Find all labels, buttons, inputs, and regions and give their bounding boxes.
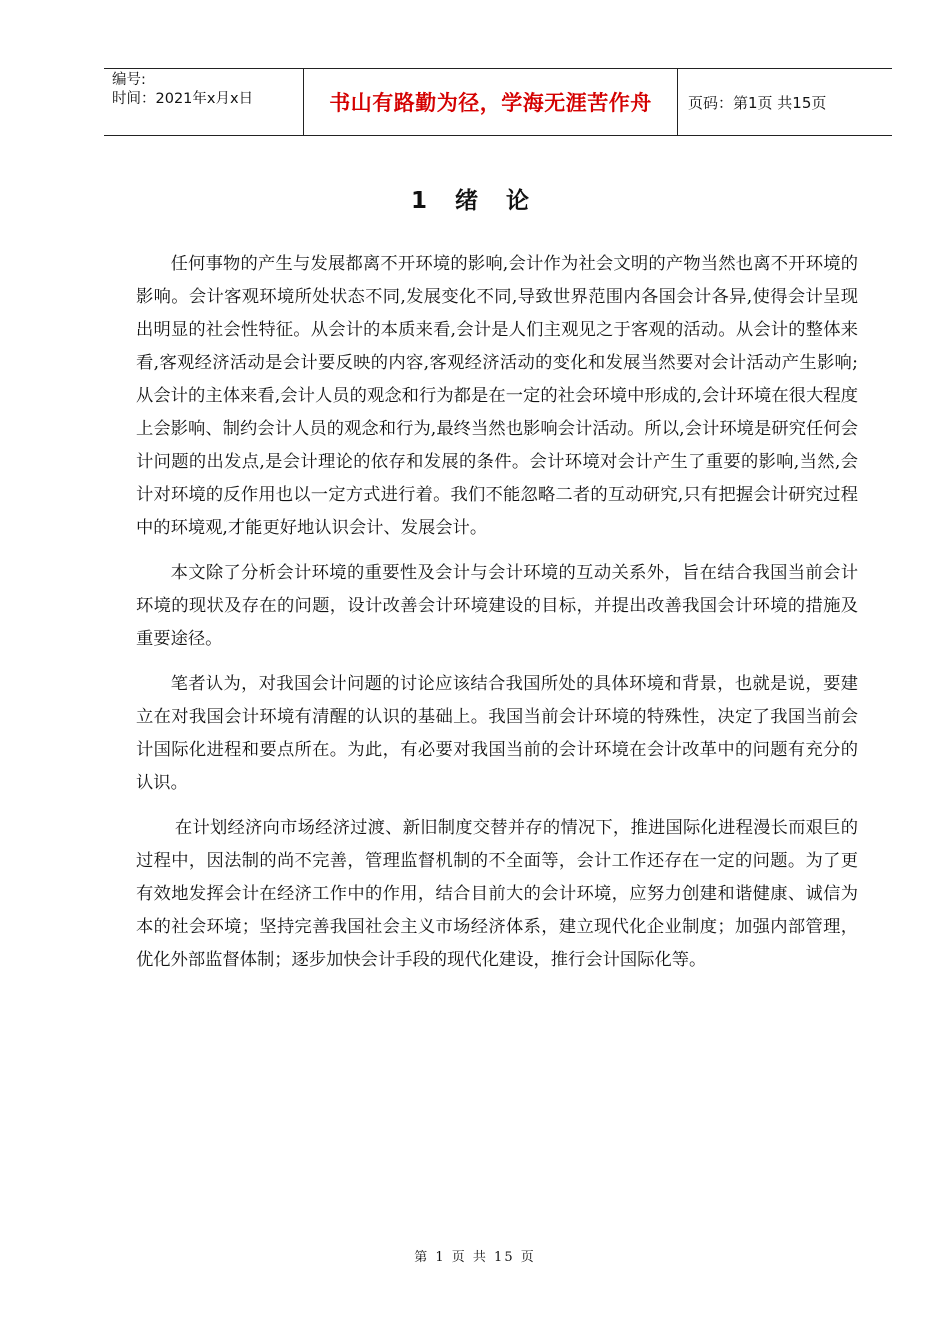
paragraph: 在计划经济向市场经济过渡、新旧制度交替并存的情况下，推进国际化进程漫长而艰巨的过程中，因法制的尚不完善，管理监督机制的不全面等，会计工作还存在一定的问题。为了更有效地发挥会计在经济工作中的作用，结合目前大的会计环境，应努力创建和谐健康、诚信为本的社会环境；坚持完善我国社会主义市场经济体系，建立现代化企业制度；加强内部管理，优化外部监督体制；逐步加快会计手段的现代化建设，推行会计国际化等。	[136, 818, 858, 970]
paragraph: 任何事物的产生与发展都离不开环境的影响,会计作为社会文明的产物当然也离不开环境的影响。会计客观环境所处状态不同,发展变化不同,导致世界范围内各国会计各异,使得会计呈现出明显的社会性特征。从会计的本质来看,会计是人们主观见之于客观的活动。从会计的整体来看,客观经济活动是会计要反映的内容,客观经济活动的变化和发展当然要对会计活动产生影响;从会计的主体来看,会计人员的观念和行为都是在一定的社会环境中形成的,会计环境在很大程度上会影响、制约会计人员的观念和行为,最终当然也影响会计活动。所以,会计环境是研究任何会计问题的出发点,是会计理论的依存和发展的条件。会计环境对会计产生了重要的影响,当然,会计对环境的反作用也以一定方式进行着。我们不能忽略二者的互动研究,只有把握会计研究过程中的环境观,才能更好地认识会计、发展会计。	[136, 254, 858, 538]
page-footer: 第 1 页 共 15 页	[414, 1250, 536, 1265]
paragraph: 本文除了分析会计环境的重要性及会计与会计环境的互动关系外，旨在结合我国当前会计环境的现状及存在的问题，设计改善会计环境建设的目标，并提出改善我国会计环境的措施及重要途径。	[136, 563, 858, 649]
document-body	[136, 248, 858, 989]
document-title: 1 绪 论	[410, 188, 540, 214]
document-number-label: 编号:	[112, 72, 146, 88]
header-table	[104, 68, 892, 136]
header-page-code: 页码：第1页 共15页	[688, 93, 827, 112]
header-motto: 书山有路勤为径，学海无涯苦作舟	[304, 69, 678, 135]
document-time-label: 时间：2021年x月x日	[112, 91, 254, 107]
paragraph: 笔者认为，对我国会计问题的讨论应该结合我国所处的具体环境和背景，也就是说，要建立在对我国会计环境有清醒的认识的基础上。我国当前会计环境的特殊性，决定了我国当前会计国际化进程和要点所在。为此，有必要对我国当前的会计环境在会计改革中的问题有充分的认识。	[136, 674, 858, 793]
header-meta-cell	[104, 69, 304, 135]
